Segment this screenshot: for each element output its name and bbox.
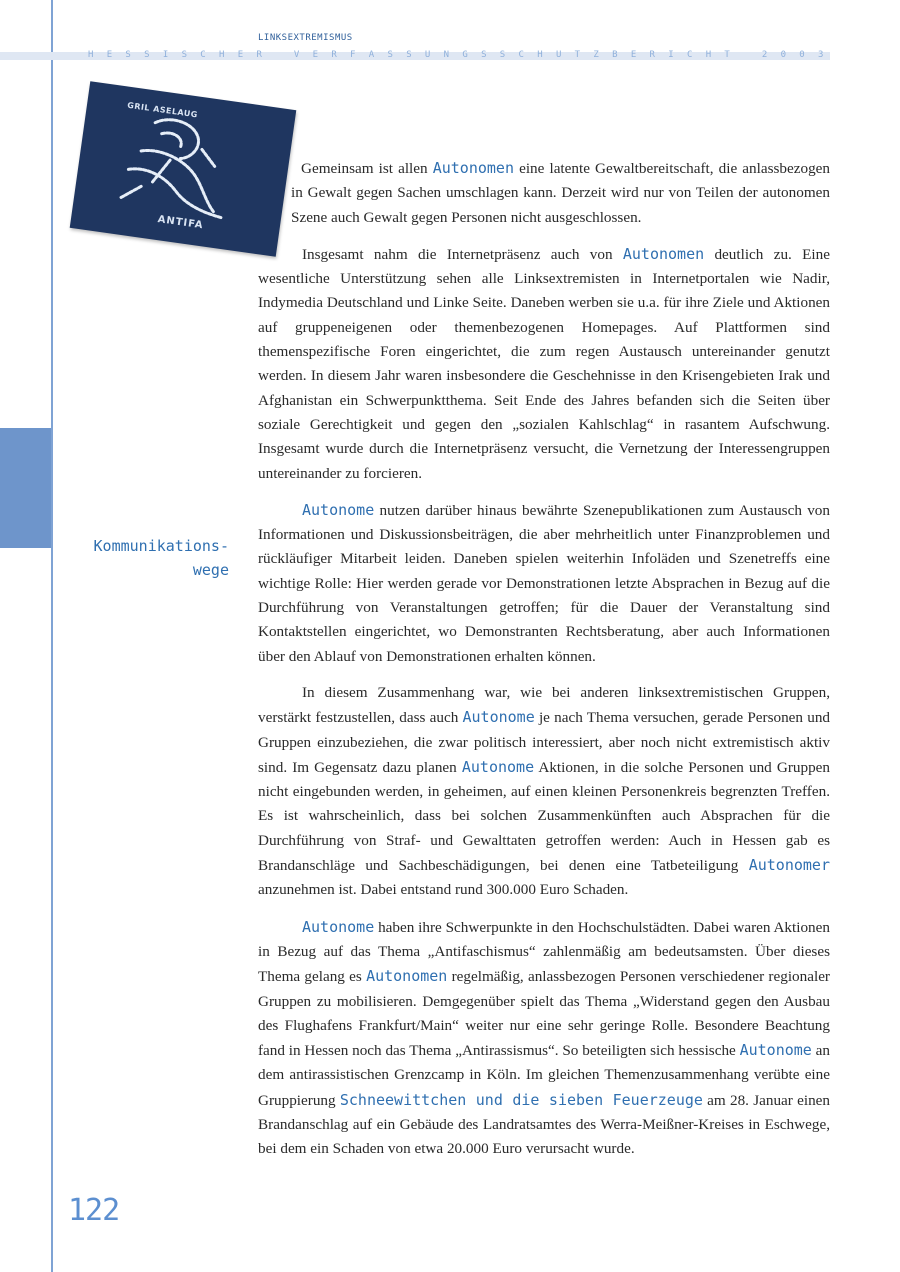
margin-heading-line: wege	[192, 561, 229, 579]
body-text	[258, 156, 830, 1174]
text-run: Gemeinsam ist allen	[301, 160, 433, 177]
text-run: In diesem Zusammenhang war, wie bei anderen linksextremistischen Gruppen, verstärkt festzustellen, dass auch	[258, 683, 830, 727]
keyword: Autonomer	[748, 856, 830, 875]
text-run: regelmäßig, anlassbezogen Personen verschiedener regionaler Gruppen zu mobilisieren. Demgegenüber spielt das Thema „Widerstand gegen den Ausbau des Flughafens Frankfurt/Main“ weiter nur eine sehr geringe Rolle. Besondere Beachtung fand in Hessen noch das Thema „Antirassismus“. So beteiligten sich hessische	[258, 968, 830, 1060]
keyword: Autonome	[302, 500, 375, 519]
paragraph	[258, 242, 830, 486]
text-run: eine latente Gewaltbereitschaft, die anlassbezogen in Gewalt gegen Sachen umschlagen kann. Derzeit wird nur von Teilen der autonomen Szene auch Gewalt gegen Personen nicht ausgeschlossen.	[291, 160, 831, 226]
text-run: am 28. Januar einen Brandanschlag auf ein Gebäude des Landratsamtes des Werra-Meißner-Kreises in Eschwege, bei dem ein Schaden von etwa 20.000 Euro verursacht wurde.	[258, 1091, 830, 1158]
photo-figure-graphic	[103, 107, 256, 226]
section-title: LINKSEXTREMISMUS	[258, 33, 353, 43]
photo-bottom-text: ANTIFA	[156, 214, 205, 232]
keyword: Autonome	[461, 757, 535, 776]
keyword: Autonomen	[366, 967, 448, 986]
chapter-tab	[0, 428, 51, 548]
photo-top-text: GRIL ASELAUG	[126, 100, 199, 120]
keyword: Schneewittchen und die sieben Feuerzeuge	[339, 1090, 703, 1109]
text-run: Aktionen, in die solche Personen und Gruppen nicht eingebunden werden, in geheimen, auf einen kleinen Personenkreis begrenzten Treffen. Es ist wahrscheinlich, dass bei solchen Zusammenkünften auch Absprachen für die Durchführung von Straf- und Gewalttaten getroffen werden: Auch in Hessen gab es Brandanschläge und Sachbeschädigungen, bei denen eine Tatbeteiligung	[258, 758, 831, 875]
margin-heading-line: Kommunikations-	[93, 537, 229, 555]
margin-rule	[51, 0, 53, 1272]
text-run: an dem antirassistischen Grenzcamp in Köln. Im gleichen Themenzusammenhang verübte eine Gruppierung	[258, 1042, 830, 1109]
paragraph	[258, 681, 830, 903]
text-run: je nach Thema versuchen, gerade Personen und Gruppen einzubeziehen, die zwar politisch interessiert, aber noch nicht extremistisch aktiv sind. Im Gegensatz dazu planen	[258, 709, 831, 776]
margin-heading	[60, 534, 229, 582]
text-run: anzunehmen ist. Dabei entstand rund 300.000 Euro Schaden.	[258, 881, 629, 899]
text-run: nutzen darüber hinaus bewährte Szenepublikationen zum Austausch von Informationen und Diskussionsbeiträgen, die aber mehrheitlich unter Finanzproblemen und rückläufiger Mitarbeit leiden. Daneben spielen weiterhin Infoläden und Szenetreffs eine wichtige Rolle: Hier werden gerade vor Demonstrationen letzte Absprachen in Bezug auf die Durchführung von Veranstaltungen getroffen; für die Dauer der Veranstaltung sind Kontaktstellen eingerichtet, wo Demonstranten Rechtsberatung, aber auch Informationen über den Ablauf von Demonstrationen erhalten können.	[258, 501, 830, 665]
text-run: deutlich zu. Eine wesentliche Unterstützung sehen alle Linksextremisten in Internetportalen wie Nadir, Indymedia Deutschland und Linke Seite. Daneben werben sie u.a. für ihre Ziele und Aktionen auf gruppeneigenen oder themenbezogenen Homepages. Auf Plattformen sind themenspezifische Foren eingerichtet, die zum regen Austausch untereinander genutzt werden. In diesem Jahr waren insbesondere die Geschehnisse in den Krisengebieten Irak und Afghanistan ein Schwerpunktthema. Seit Ende des Jahres befanden sich die Seiten über soziale Gerechtigkeit und gegen den „sozialen Kahlschlag“ in rasantem Aufschwung. Insgesamt wurde durch die Internetpräsenz versucht, die Vernetzung der Interessengruppen untereinander zu forcieren.	[258, 245, 830, 482]
paragraph	[258, 498, 830, 669]
keyword: Autonome	[739, 1041, 812, 1060]
keyword: Autonome	[462, 708, 535, 727]
text-run: haben ihre Schwerpunkte in den Hochschulstädten. Dabei waren Aktionen in Bezug auf das Thema „Antifaschismus“ zahlenmäßig am bedeutsamsten. Über dieses Thema gelang es	[258, 918, 830, 986]
paragraph	[291, 156, 830, 230]
page-number: 122	[68, 1193, 120, 1228]
text-run: Insgesamt nahm die Internetpräsenz auch von	[302, 245, 623, 263]
keyword: Autonomen	[622, 244, 705, 263]
paragraph	[258, 915, 830, 1162]
series-title: HESSISCHER VERFASSUNGSSCHUTZBERICHT 2003	[88, 50, 837, 60]
keyword: Autonome	[302, 917, 375, 936]
keyword: Autonomen	[432, 159, 514, 177]
